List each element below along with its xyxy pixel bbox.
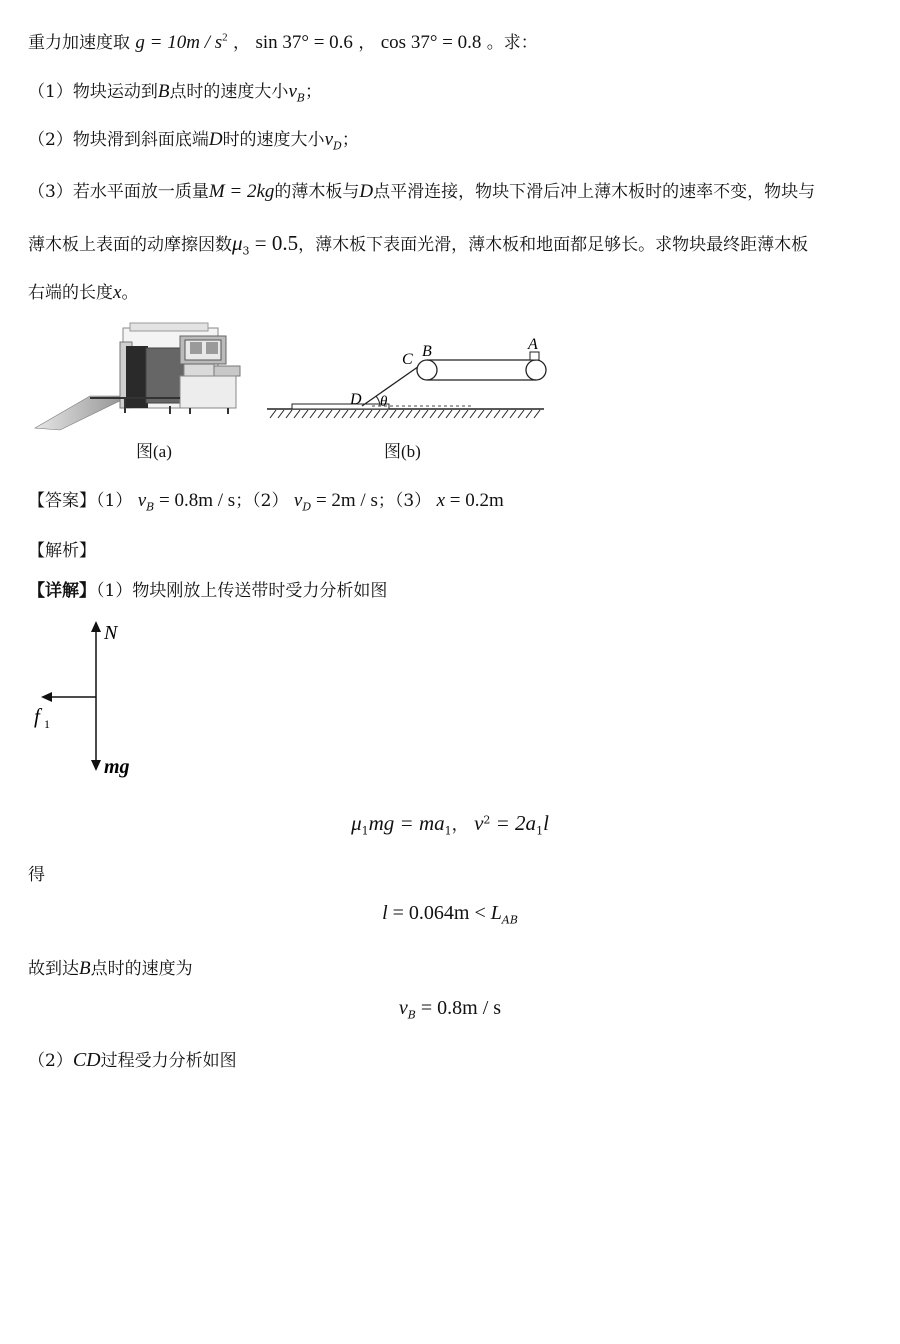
text: （1） [96, 491, 133, 511]
segment-cd: CD [72, 1049, 101, 1071]
equation-3 [0, 997, 900, 1021]
question-3-line-3 [28, 278, 138, 304]
answer-1: = 0.8m / s [154, 490, 236, 511]
text: 点时的速度为 [90, 959, 193, 979]
label-theta: θ [380, 394, 388, 410]
text: 右端的长度 [28, 283, 113, 303]
text: 过程受力分析如图 [100, 1051, 237, 1071]
var-mu: μ [351, 811, 362, 835]
detail-line [28, 576, 387, 601]
pulley-left [417, 360, 437, 380]
var-l: l [543, 811, 549, 835]
analysis-tag: 【解析】 [28, 541, 96, 561]
var-x: x [436, 490, 446, 511]
sub: AB [501, 913, 518, 927]
text: （1）物块运动到 [28, 82, 158, 102]
sub: 1 [361, 824, 369, 838]
text: ，薄木板下表面光滑，薄木板和地面都足够长。求物块最终距薄木板 [298, 235, 809, 255]
var-v: v [293, 490, 303, 511]
caption-figure-b: 图(b) [384, 442, 421, 461]
comma: ， [451, 815, 469, 835]
var-v: v [288, 81, 297, 102]
figure-a-machine [30, 318, 255, 436]
given-conditions [28, 28, 538, 54]
point-d: D [208, 129, 223, 150]
detail-tag: 【详解】 [28, 581, 96, 601]
text: ；（2） [235, 491, 289, 511]
sub: 3 [242, 244, 250, 258]
var-mu: μ [232, 231, 243, 255]
text: ， [233, 33, 251, 53]
label-n: N [104, 622, 118, 644]
label-a: A [528, 336, 538, 353]
sub: 1 [536, 824, 544, 838]
text: 重力加速度取 [28, 33, 130, 53]
label-c: C [402, 351, 413, 368]
pulley-right [526, 360, 546, 380]
text: （1）物块刚放上传送带时受力分析如图 [96, 581, 388, 601]
question-1 [28, 77, 322, 104]
answer-3: = 0.2m [445, 490, 504, 511]
question-3-line-1 [28, 177, 815, 203]
text: 。 [121, 283, 139, 303]
question-2 [28, 125, 359, 152]
var-v: v [324, 129, 333, 150]
label-b: B [422, 343, 432, 360]
text: 故到达 [28, 959, 79, 979]
text: 点时的速度大小 [169, 82, 289, 102]
question-3-line-2 [28, 230, 808, 257]
var-v: v [474, 811, 484, 835]
arrow-left-icon [41, 692, 52, 702]
point-d: D [359, 181, 374, 202]
sub: B [407, 1008, 416, 1022]
var-v: v [398, 997, 408, 1019]
arrow-down-icon [91, 760, 101, 771]
text: 薄木板上表面的动摩擦因数 [28, 235, 232, 255]
text: ； [304, 82, 322, 102]
text: （2） [28, 1051, 73, 1071]
text: 时的速度大小 [222, 130, 325, 150]
answer-line [28, 486, 504, 513]
label-f-sub: 1 [44, 717, 50, 731]
eq3-value: = 0.8m / s [415, 997, 502, 1019]
eq1-b: = 2a [490, 811, 537, 835]
sub: D [302, 500, 312, 514]
arrow-up-icon [91, 621, 101, 632]
point-b: B [79, 958, 91, 979]
reach-b-line [28, 954, 193, 980]
sup: 2 [483, 813, 491, 827]
formula-m: M = 2kg [208, 181, 275, 202]
formula-sin: sin 37° = 0.6 [255, 32, 353, 53]
text: （3）若水平面放一质量 [28, 182, 209, 202]
label-f: f [34, 704, 40, 728]
sub: 1 [444, 824, 452, 838]
text: ； [341, 130, 359, 150]
text: 点平滑连接，物块下滑后冲上薄木板时的速率不变，物块与 [373, 182, 816, 202]
answer-2: = 2m / s [311, 490, 378, 511]
answer-tag: 【答案】 [28, 491, 96, 511]
incline-line [362, 364, 422, 406]
block-a [530, 352, 539, 360]
cd-line [28, 1046, 237, 1072]
var-x: x [113, 282, 122, 303]
label-d: D [350, 391, 362, 408]
sub: D [333, 139, 342, 153]
caption-figure-a: 图(a) [136, 442, 172, 461]
point-b: B [157, 81, 170, 102]
text: （2）物块滑到斜面底端 [28, 130, 209, 150]
sub: B [296, 91, 305, 105]
var-L: L [490, 902, 502, 924]
var-l: l [382, 902, 388, 924]
sup: 2 [222, 31, 228, 44]
text: ；（3） [377, 491, 432, 511]
equation-1 [0, 810, 900, 837]
formula-g: g = 10m / s [135, 32, 223, 53]
equation-2 [0, 902, 900, 926]
formula-cos: cos 37° = 0.8 [380, 32, 482, 53]
eq2-value: = 0.064m < [387, 902, 491, 924]
de-text: 得 [28, 865, 45, 885]
figure-b-diagram [262, 334, 552, 426]
formula-mu: = 0.5 [249, 231, 299, 255]
text: 的薄木板与 [274, 182, 360, 202]
text: ， [358, 33, 376, 53]
var-v: v [137, 490, 147, 511]
text: 。求： [486, 33, 538, 53]
sub: B [146, 500, 155, 514]
label-mg: mg [104, 756, 130, 778]
eq1-a: mg = ma [368, 811, 445, 835]
force-diagram [28, 615, 158, 785]
